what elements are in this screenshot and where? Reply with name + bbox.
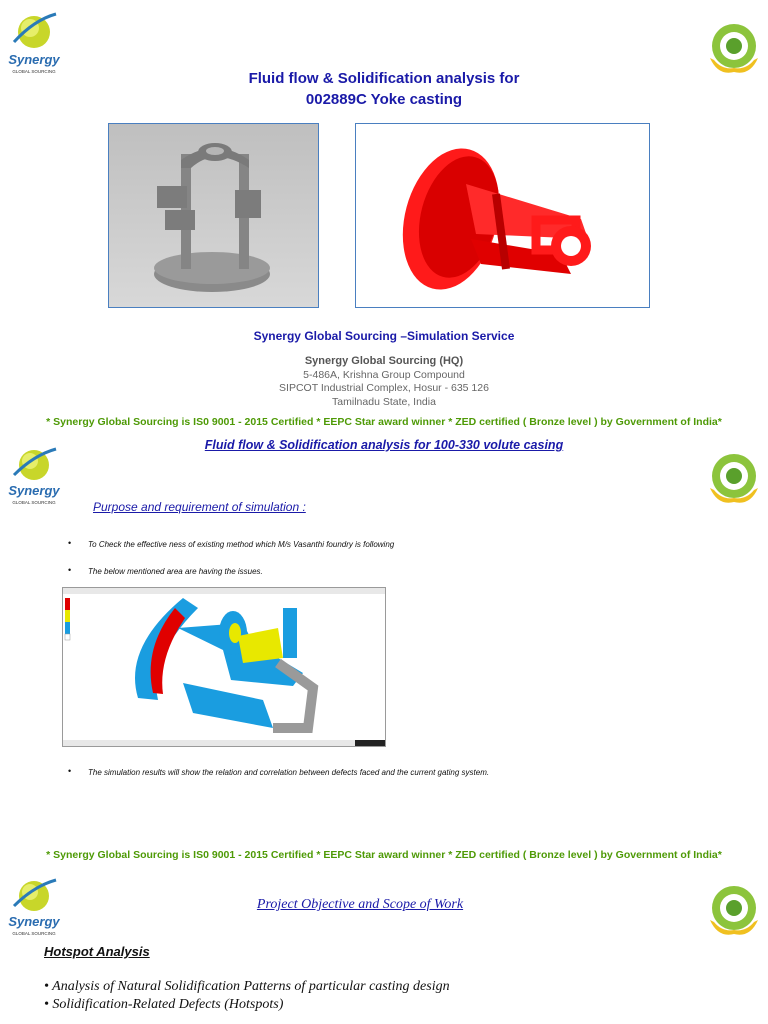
synergy-logo-2 [4, 445, 64, 515]
slide2-cert-footer: * Synergy Global Sourcing is IS0 9001 - 2015 Certified * EEPC Star award winner * ZED certified ( Bronze level ) by Government of India* [46, 849, 722, 861]
slide2-bullet-3-text: The simulation results will show the relation and correlation between defects faced and the current gating system. [88, 768, 490, 777]
hotspot-heading: Hotspot Analysis [44, 944, 150, 959]
slide2-bullet-2-text: The below mentioned area are having the issues. [88, 567, 263, 576]
slide1-title [0, 68, 768, 110]
slide1-title-line1: Fluid flow & Solidification analysis for [248, 70, 520, 87]
addr-line2: SIPCOT Industrial Complex, Hosur - 635 126 [279, 382, 489, 394]
logo-sub: GLOBAL SOURCING [12, 69, 56, 74]
slide3-title [0, 897, 720, 913]
hq-address [0, 355, 768, 409]
logo-sub-3: GLOBAL SOURCING [12, 931, 56, 936]
slide2-bullet-1-text: To Check the effective ness of existing method which M/s Vasanthi foundry is following [88, 540, 395, 549]
purpose-heading [93, 500, 306, 514]
logo-brand-2: Synergy [8, 483, 60, 498]
logo-sub-2: GLOBAL SOURCING [12, 500, 56, 505]
simulation-result-image [62, 587, 386, 747]
zed-badge-logo-3 [704, 884, 764, 946]
service-title: Synergy Global Sourcing –Simulation Service [253, 329, 515, 343]
logo-brand-3: Synergy [8, 914, 60, 929]
red-casting-image [355, 123, 650, 308]
purpose-heading-text: Purpose and requirement of simulation : [93, 500, 306, 514]
slide1-cert-footer: * Synergy Global Sourcing is IS0 9001 - 2015 Certified * EEPC Star award winner * ZED certified ( Bronze level ) by Government of India* [46, 416, 722, 428]
slide3-bullet-2: • Solidification-Related Defects (Hotspots) [44, 997, 284, 1012]
slide2-title [0, 438, 768, 452]
addr-line3: Tamilnadu State, India [332, 395, 436, 408]
slide2-title-text: Fluid flow & Solidification analysis for 100-330 volute casing [204, 438, 564, 452]
grey-casting-image [108, 123, 319, 308]
slide3-bullet-1: • Analysis of Natural Solidification Patterns of particular casting design [44, 979, 450, 994]
addr-line1: 5-486A, Krishna Group Compound [303, 368, 465, 381]
slide3-title-text: Project Objective and Scope of Work [256, 897, 464, 912]
hq-name: Synergy Global Sourcing (HQ) [304, 355, 464, 367]
zed-badge-logo-2 [704, 452, 764, 514]
logo-brand: Synergy [8, 52, 60, 67]
slide1-title-line2: 002889C Yoke casting [305, 91, 463, 108]
